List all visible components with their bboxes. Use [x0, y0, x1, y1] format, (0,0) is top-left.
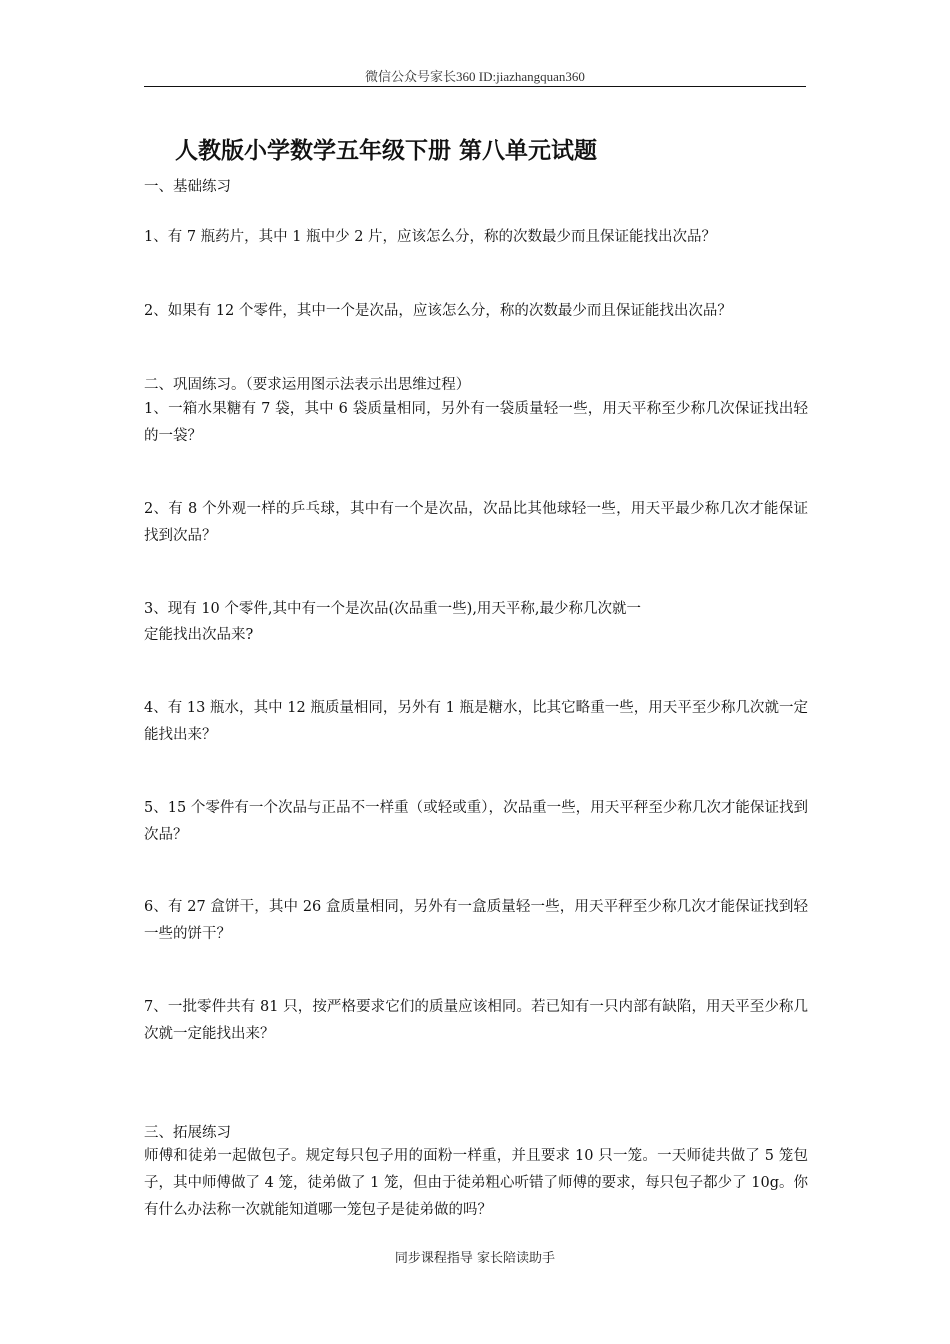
- section2-question-6: 6、有 27 盒饼干，其中 26 盒质量相同，另外有一盒质量轻一些，用天平秤至少称几次才能保证找到轻一些的饼干？: [144, 899, 808, 942]
- page-title: 人教版小学数学五年级下册 第八单元试题: [175, 137, 598, 164]
- section2-question-2: 2、有 8 个外观一样的乒乓球，其中有一个是次品，次品比其他球轻一些，用天平最少称几次才能保证找到次品？: [144, 501, 808, 544]
- section2-heading: 二、巩固练习。（要求运用图示法表示出思维过程）: [144, 377, 471, 393]
- section2-question-3-line-1: 3、现有 10 个零件,其中有一个是次品(次品重一些),用天平称,最少称几次就一: [144, 601, 642, 617]
- page-header: 微信公众号家长360 ID:jiazhangquan360: [365, 69, 585, 84]
- section2-question-5: 5、15 个零件有一个次品与正品不一样重（或轻或重），次品重一些，用天平秤至少称几次才能保证找到次品？: [144, 800, 808, 843]
- section2-question-3-line-2: 定能找出次品来?: [144, 627, 254, 643]
- section3-body: 师傅和徒弟一起做包子。规定每只包子用的面粉一样重，并且要求 10 只一笼。一天师徒共做了 5 笼包子，其中师傅做了 4 笼，徒弟做了 1 笼，但由于徒弟粗心听错了师傅的要求，每只包子都少了 10g。你有什么办法称一次就能知道哪一笼包子是徒弟做的吗？: [144, 1148, 808, 1218]
- section1-heading: 一、基础练习: [144, 179, 231, 195]
- section3-heading: 三、拓展练习: [144, 1125, 231, 1141]
- section1-question-2: 2、如果有 12 个零件，其中一个是次品，应该怎么分，称的次数最少而且保证能找出次品？: [144, 303, 732, 319]
- section2-question-7: 7、一批零件共有 81 只，按严格要求它们的质量应该相同。若已知有一只内部有缺陷，用天平至少称几次就一定能找出来？: [144, 999, 808, 1042]
- section1-question-1: 1、有 7 瓶药片，其中 1 瓶中少 2 片，应该怎么分，称的次数最少而且保证能找出次品？: [144, 229, 717, 245]
- section2-question-4: 4、有 13 瓶水，其中 12 瓶质量相同，另外有 1 瓶是糖水，比其它略重一些，用天平至少称几次就一定能找出来？: [144, 700, 808, 743]
- section2-question-1: 1、一箱水果糖有 7 袋，其中 6 袋质量相同，另外有一袋质量轻一些，用天平称至少称几次保证找出轻的一袋？: [144, 401, 808, 444]
- header-rule: [144, 86, 806, 87]
- page-footer: 同步课程指导 家长陪读助手: [394, 1251, 556, 1266]
